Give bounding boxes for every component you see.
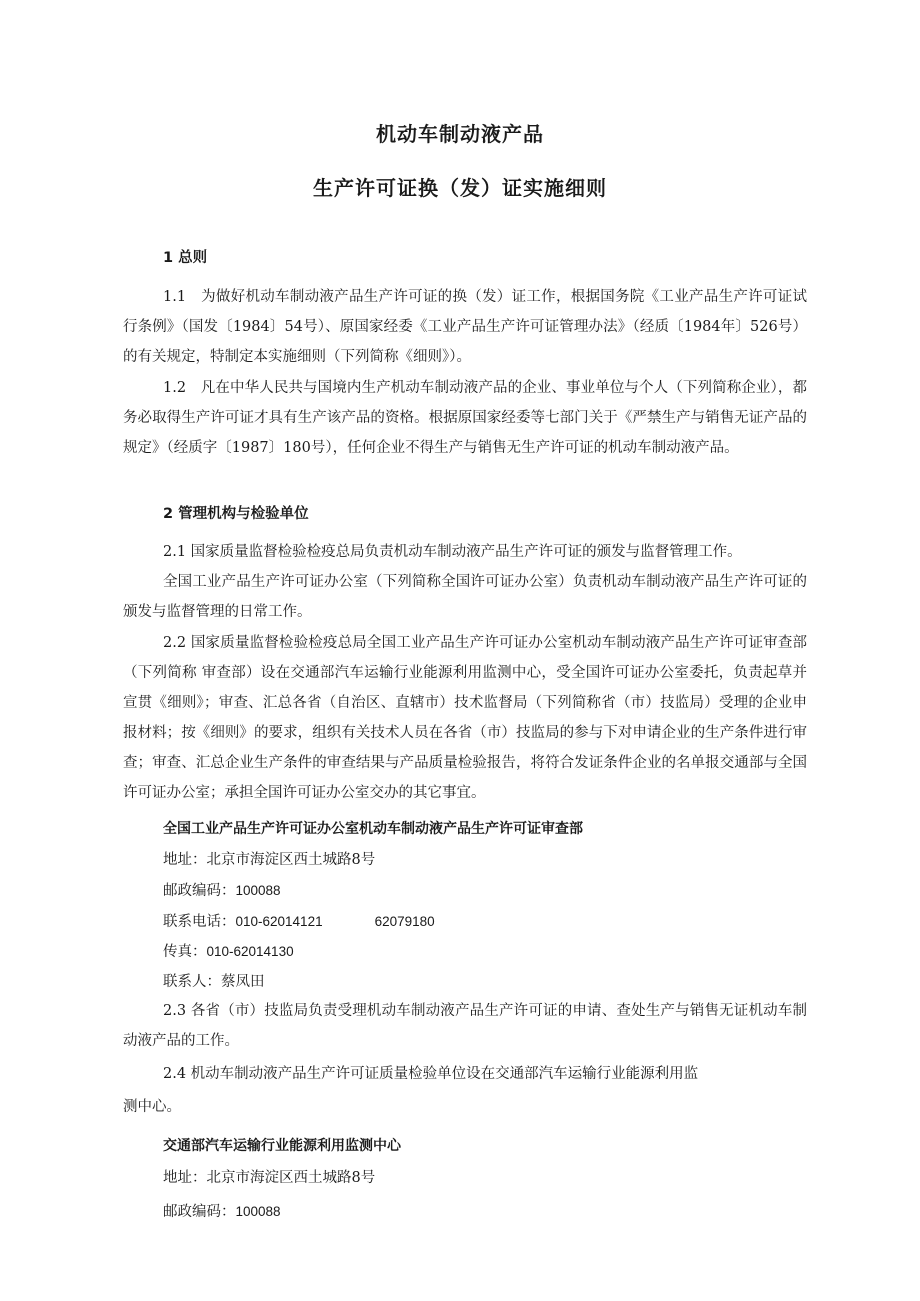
paragraph-1-1: 1.1 为做好机动车制动液产品生产许可证的换（发）证工作，根据国务院《工业产品生产许可证试行条例》（国发〔1984〕54号）、原国家经委《工业产品生产许可证管理办法》（经质〔1984年〕526号）的有关规定，特制定本实施细则（下列简称《细则》）。	[123, 289, 807, 365]
section-2-heading: 2 管理机构与检验单位	[163, 506, 309, 522]
org1-fax	[163, 940, 294, 961]
org1-contact: 联系人：蔡凤田	[163, 974, 265, 990]
org1-postcode	[163, 879, 281, 900]
document-title-line2: 生产许可证换（发）证实施细则	[313, 176, 607, 200]
document-title-line1: 机动车制动液产品	[376, 122, 544, 146]
org1-phone-2: 62079180	[374, 914, 435, 929]
org1-phone-1: 010-62014121	[235, 914, 323, 929]
org1-phone	[163, 910, 435, 931]
section-1-heading: 1 总则	[163, 250, 208, 266]
org1-address: 地址：北京市海淀区西土城路8号	[163, 852, 376, 868]
org1-phone-label: 联系电话：	[163, 914, 236, 930]
org1-postcode-label: 邮政编码：	[163, 883, 236, 899]
paragraph-2-4-line1: 2.4 机动车制动液产品生产许可证质量检验单位设在交通部汽车运输行业能源利用监	[163, 1066, 699, 1082]
paragraph-2-4-line2: 测中心。	[123, 1099, 181, 1115]
org2-name: 交通部汽车运输行业能源利用监测中心	[163, 1138, 401, 1154]
org1-fax-value: 010-62014130	[206, 944, 294, 959]
paragraph-2-1a: 2.1 国家质量监督检验检疫总局负责机动车制动液产品生产许可证的颁发与监督管理工作。	[163, 544, 742, 560]
org2-postcode-value: 100088	[235, 1204, 281, 1219]
org1-postcode-value: 100088	[235, 883, 281, 898]
org1-name: 全国工业产品生产许可证办公室机动车制动液产品生产许可证审查部	[163, 821, 583, 837]
paragraph-2-3: 2.3 各省（市）技监局负责受理机动车制动液产品生产许可证的申请、查处生产与销售无证机动车制动液产品的工作。	[123, 1003, 807, 1049]
org1-fax-label: 传真：	[163, 944, 207, 960]
org2-address: 地址：北京市海淀区西土城路8号	[163, 1170, 376, 1186]
org2-postcode	[163, 1200, 281, 1221]
org2-postcode-label: 邮政编码：	[163, 1204, 236, 1220]
paragraph-1-2: 1.2 凡在中华人民共与国境内生产机动车制动液产品的企业、事业单位与个人（下列简称企业），都务必取得生产许可证才具有生产该产品的资格。根据原国家经委等七部门关于《严禁生产与销售无证产品的规定》（经质字〔1987〕180号），任何企业不得生产与销售无生产许可证的机动车制动液产品。	[123, 380, 807, 456]
paragraph-2-2: 2.2 国家质量监督检验检疫总局全国工业产品生产许可证办公室机动车制动液产品生产许可证审查部（下列简称 审查部）设在交通部汽车运输行业能源利用监测中心，受全国许可证办公室委托，负责起草并宣贯《细则》；审查、汇总各省（自治区、直辖市）技术监督局（下列简称省（市）技监局）受理的企业申报材料；按《细则》的要求，组织有关技术人员在各省（市）技监局的参与下对申请企业的生产条件进行审查；审查、汇总企业生产条件的审查结果与产品质量检验报告，将符合发证条件企业的名单报交通部与全国许可证办公室；承担全国许可证办公室交办的其它事宜。	[123, 635, 807, 801]
paragraph-2-1b: 全国工业产品生产许可证办公室（下列简称全国许可证办公室）负责机动车制动液产品生产许可证的颁发与监督管理的日常工作。	[123, 574, 807, 620]
